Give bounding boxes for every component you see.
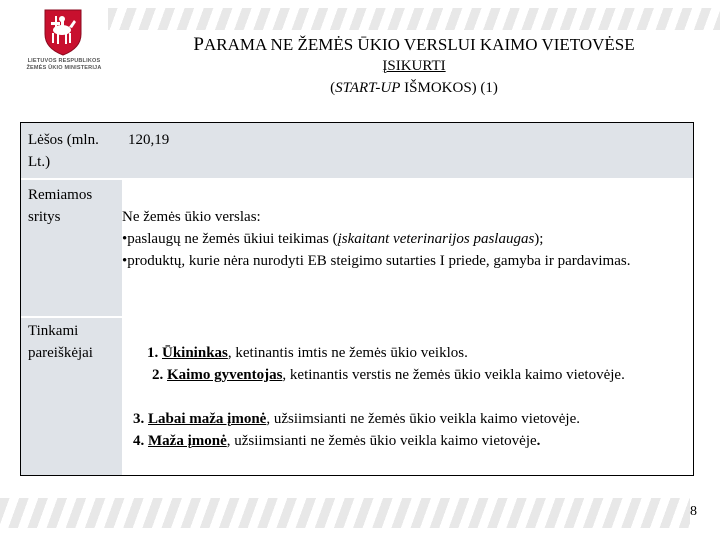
item3-number: 3. — [133, 411, 148, 427]
item4-rest: , užsiimsianti ne žemės ūkio veikla kaimo vietovėje — [226, 433, 537, 449]
page-number: 8 — [690, 504, 697, 519]
funds-value-cell — [122, 123, 693, 177]
bullet1-prefix: •paslaugų ne žemės ūkiui teikimas ( — [122, 231, 338, 247]
item1-rest: , ketinantis imtis ne žemės ūkio veiklos. — [227, 345, 468, 361]
bullet1-suffix: ); — [534, 231, 544, 247]
funds-label-line1: Lėšos (mln. — [28, 132, 99, 148]
title-line3-italic: START-UP — [335, 80, 401, 96]
page-title — [108, 34, 720, 56]
item4-end: . — [536, 433, 541, 449]
areas-label-line2: sritys — [28, 209, 61, 225]
title-first-letter: P — [193, 34, 204, 55]
funds-label-line2: Lt.) — [28, 154, 51, 170]
logo-caption-line2: ŽEMĖS ŪKIO MINISTERIJA — [26, 65, 102, 71]
item3-bold: Labai maža įmonė — [148, 411, 267, 427]
table-row-applicants — [21, 318, 693, 475]
areas-label-line1: Remiamos — [28, 187, 93, 203]
title-line3 — [108, 80, 720, 97]
title-line2: ĮSIKURTI — [382, 58, 446, 74]
funds-value: 120,19 — [128, 132, 170, 148]
item3-rest: , užsiimsianti ne žemės ūkio veikla kaimo vietovėje. — [266, 411, 581, 427]
areas-content-cell — [122, 180, 693, 316]
areas-heading: Ne žemės ūkio verslas: — [122, 209, 261, 225]
logo-caption-line1: LIETUVOS RESPUBLIKOS — [27, 58, 101, 64]
item1-number: 1. — [147, 345, 162, 361]
applicants-label-line1: Tinkami — [28, 323, 79, 339]
areas-label-cell — [21, 180, 121, 316]
bullet1-italic: įskaitant veterinarijos paslaugas — [337, 231, 535, 247]
title-line3-prefix: ( — [330, 80, 336, 96]
applicant-item-small-enterprise — [133, 430, 693, 452]
areas-bullet-products: •produktų, kurie nėra nurodyti EB steigimo sutarties I priede, gamyba ir pardavimas. — [122, 253, 631, 269]
item2-bold: Kaimo gyventojas — [167, 367, 283, 383]
ministry-logo — [22, 8, 106, 72]
info-table — [20, 122, 694, 476]
item4-number: 4. — [133, 433, 148, 449]
funds-label-cell — [21, 123, 121, 177]
item1-bold: Ūkininkas — [162, 345, 228, 361]
applicants-label-cell — [21, 318, 121, 475]
applicants-label-line2: pareiškėjai — [28, 345, 93, 361]
coat-of-arms-icon — [41, 8, 85, 56]
title-line1-rest: ARAMA NE ŽEMĖS ŪKIO VERSLUI KAIMO VIETOVĖSE — [203, 35, 635, 54]
item2-number: 2. — [152, 367, 167, 383]
areas-bullet-services — [122, 228, 688, 250]
applicant-item-farmer — [147, 342, 687, 364]
table-row-areas — [21, 180, 693, 316]
applicants-content-cell — [122, 318, 693, 475]
table-row-funds — [21, 123, 693, 177]
applicant-item-micro-enterprise — [133, 408, 693, 430]
applicant-item-resident — [122, 364, 699, 386]
title-line3-suffix: IŠMOKOS) (1) — [400, 80, 498, 96]
item4-bold: Maža įmonė — [148, 433, 227, 449]
bottom-decorative-band — [0, 498, 690, 528]
item2-rest: , ketinantis verstis ne žemės ūkio veikla kaimo vietovėje. — [282, 367, 625, 383]
top-decorative-band — [108, 8, 720, 30]
